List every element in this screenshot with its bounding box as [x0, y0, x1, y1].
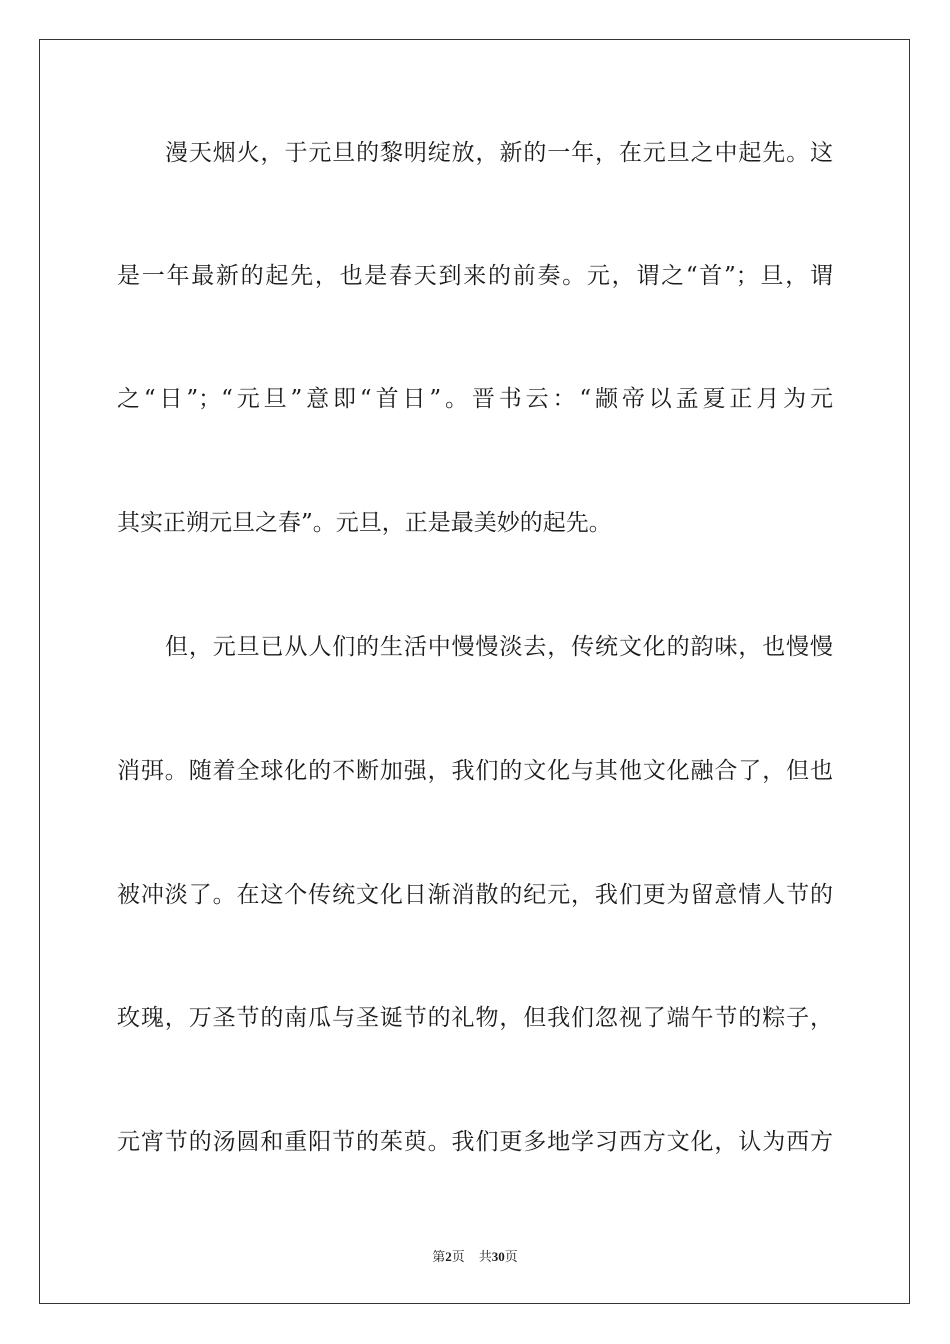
- paragraph-line: 之“日”；“元旦”意即“首日”。晋书云：“颛帝以孟夏正月为元: [117, 386, 833, 412]
- page-number: 2: [445, 1249, 452, 1264]
- paragraph-line: 其实正朔元旦之春”。元旦，正是最美妙的起先。: [117, 510, 612, 536]
- page-footer: [0, 1248, 950, 1266]
- paragraph-line: 消弭。随着全球化的不断加强，我们的文化与其他文化融合了，但也: [117, 758, 833, 784]
- total-pages: 30: [491, 1249, 505, 1264]
- paragraph-line: 但，元旦已从人们的生活中慢慢淡去，传统文化的韵味，也慢慢: [165, 634, 833, 660]
- total-suffix: 页: [504, 1249, 518, 1264]
- paragraph-line: 元宵节的汤圆和重阳节的茱萸。我们更多地学习西方文化，认为西方: [117, 1129, 833, 1155]
- paragraph-line: 漫天烟火，于元旦的黎明绽放，新的一年，在元旦之中起先。这: [165, 140, 833, 166]
- page-border: [39, 39, 910, 1304]
- page-prefix: 第: [432, 1249, 446, 1264]
- total-prefix: 共: [478, 1249, 492, 1264]
- paragraph-line: 玫瑰，万圣节的南瓜与圣诞节的礼物，但我们忽视了端午节的粽子，: [117, 1005, 833, 1031]
- paragraph-line: 被冲淡了。在这个传统文化日渐消散的纪元，我们更为留意情人节的: [117, 882, 833, 908]
- page-suffix: 页: [451, 1249, 465, 1264]
- paragraph-line: 是一年最新的起先，也是春天到来的前奏。元，谓之“首”；旦，谓: [117, 263, 833, 289]
